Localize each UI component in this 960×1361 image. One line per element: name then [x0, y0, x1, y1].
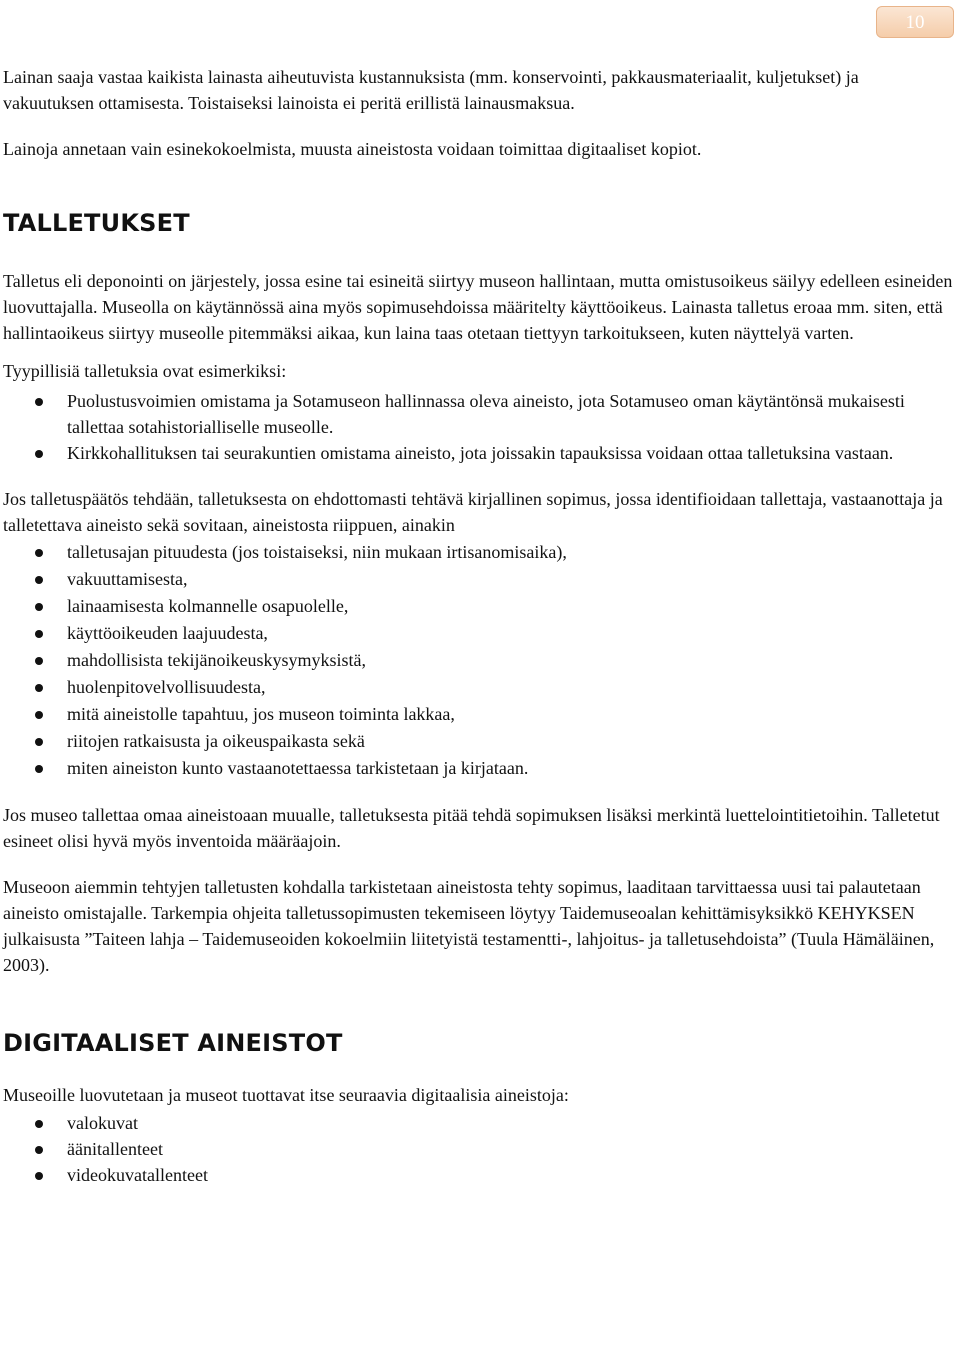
page-number: 10: [876, 6, 954, 38]
list-item: äänitallenteet: [3, 1136, 953, 1162]
paragraph-digital-materials: Museoille luovutetaan ja museot tuottavat itse seuraavia digitaalisia aineistoja:: [3, 1085, 569, 1105]
agreement-terms-list: [3, 539, 953, 781]
list-item: riitojen ratkaisusta ja oikeuspaikasta sekä: [3, 728, 953, 754]
paragraph-typical-deposits: Tyypillisiä talletuksia ovat esimerkiksi:: [3, 361, 287, 381]
paragraph-lainan-saaja: Lainan saaja vastaa kaikista lainasta aiheutuvista kustannuksista (mm. konservointi, pakkausmateriaalit, kuljetukset) ja vakuutuksen ottamisesta. Toistaiseksi lainoista ei peritä erillistä lainausmaksua.: [3, 67, 859, 113]
paragraph-lainoja-annetaan: Lainoja annetaan vain esinekokoelmista, muusta aineistosta voidaan toimittaa digitaaliset kopiot.: [3, 139, 702, 159]
list-item: Kirkkohallituksen tai seurakuntien omistama aineisto, jota joissakin tapauksissa voidaan ottaa talletuksina vastaan.: [3, 440, 953, 466]
list-item: lainaamisesta kolmannelle osapuolelle,: [3, 593, 953, 619]
list-item: mahdollisista tekijänoikeuskysymyksistä,: [3, 647, 953, 673]
list-item: mitä aineistolle tapahtuu, jos museon toiminta lakkaa,: [3, 701, 953, 727]
section-heading-talletukset: TALLETUKSET: [3, 209, 190, 237]
paragraph-talletus-definition: Talletus eli deponointi on järjestely, jossa esine tai esineitä siirtyy museon hallintaan, mutta omistusoikeus säilyy edelleen esineiden luovuttajalla. Museolla on käytännössä aina myös sopimusehdoissa määritelty käyttöoikeus. Lainasta talletus eroaa mm. siten, että hallintaoikeus siirtyy museolle pitemmäksi aikaa, kun laina taas otetaan tiettyyn tarkoitukseen, kuten näyttelyä varten.: [3, 271, 953, 343]
list-item: Puolustusvoimien omistama ja Sotamuseon hallinnassa oleva aineisto, jota Sotamuseo oman käytäntönsä mukaisesti tallettaa sotahistorialliselle museolle.: [3, 388, 953, 440]
list-item: vakuuttamisesta,: [3, 566, 953, 592]
list-item: huolenpitovelvollisuudesta,: [3, 674, 953, 700]
list-item: miten aineiston kunto vastaanotettaessa tarkistetaan ja kirjataan.: [3, 755, 953, 781]
digital-materials-list: [3, 1110, 953, 1188]
paragraph-earlier-deposits: Museoon aiemmin tehtyjen talletusten kohdalla tarkistetaan aineistosta tehty sopimus, laaditaan tarvittaessa uusi tai palautetaan aineisto omistajalle. Tarkempia ohjeita talletussopimusten tekemiseen löytyy Taidemuseoalan kehittämisyksikkö KEHYKSEN julkaisusta ”Taiteen lahja – Taidemuseoiden kokoelmiin liitetyistä testamentti-, lahjoitus- ja talletusehdoista” (Tuula Hämäläinen, 2003).: [3, 877, 935, 975]
paragraph-deposit-agreement: Jos talletuspäätös tehdään, talletuksesta on ehdottomasti tehtävä kirjallinen sopimus, jossa identifioidaan tallettaja, vastaanottaja ja talletettava aineisto sekä sovitaan, aineistosta riippuen, ainakin: [3, 489, 943, 535]
list-item: käyttöoikeuden laajuudesta,: [3, 620, 953, 646]
typical-deposits-list: [3, 388, 953, 466]
list-item: valokuvat: [3, 1110, 953, 1136]
list-item: talletusajan pituudesta (jos toistaiseksi, niin mukaan irtisanomisaika),: [3, 539, 953, 565]
section-heading-digitaaliset-aineistot: DIGITAALISET AINEISTOT: [3, 1029, 343, 1057]
list-item: videokuvatallenteet: [3, 1162, 953, 1188]
paragraph-museum-deposits-elsewhere: Jos museo tallettaa omaa aineistoaan muualle, talletuksesta pitää tehdä sopimuksen lisäksi merkintä luettelointitietoihin. Talletetut esineet olisi hyvä myös inventoida määräajoin.: [3, 805, 940, 851]
document-body: [3, 64, 953, 1188]
